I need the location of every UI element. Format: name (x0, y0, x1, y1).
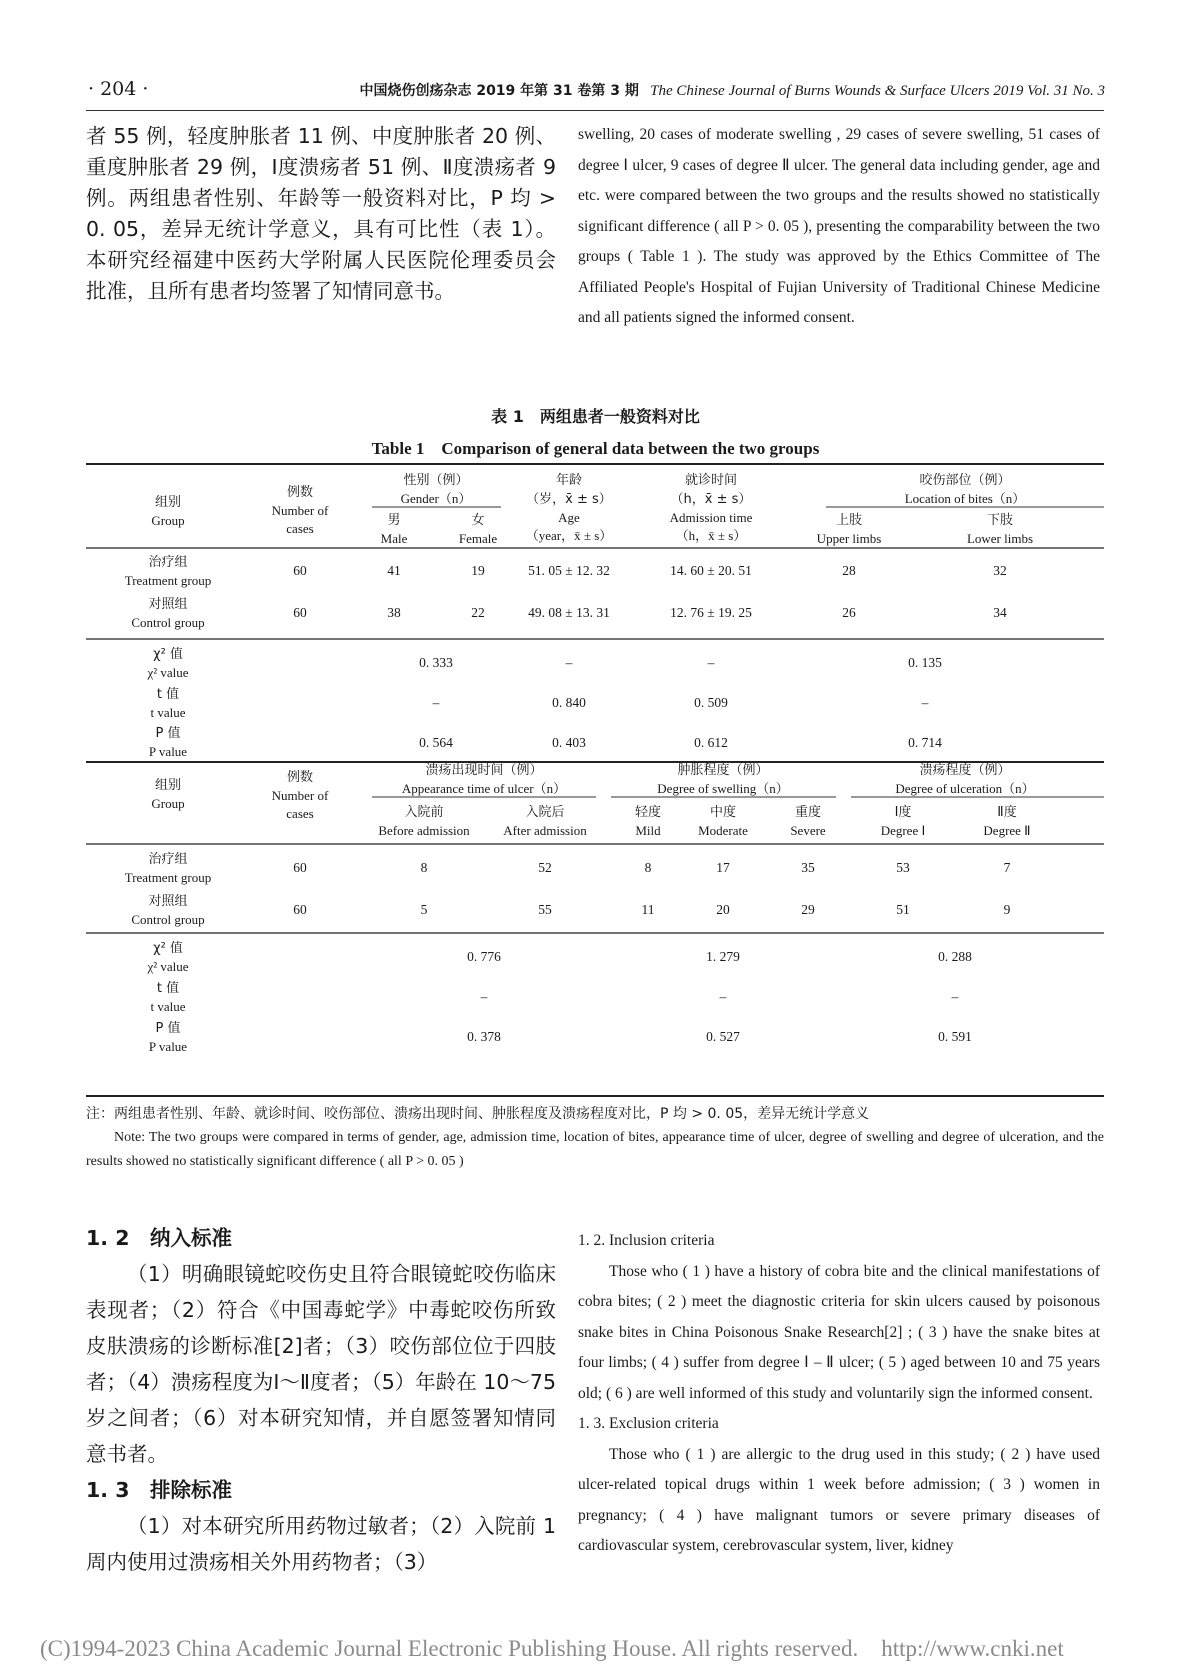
table-note-en: Note: The two groups were compared in terms of gender, age, admission time, location of bites, appearance time of ulcer, degree of swelling and degree of ulceration, and the results showed no statistically significant difference ( all P > 0. 05 ) (86, 1130, 1104, 1169)
paragraph-inclusion-en: Those who ( 1 ) have a history of cobra bite and the clinical manifestations of cobra bites; ( 2 ) meet the diagnostic criteria for skin ulcers caused by poisonous snake bites in China Poisonous Snake Research[2] ; ( 3 ) have the snake bites at four limbs; ( 4 ) suffer from degree Ⅰ – Ⅱ ulcer; ( 5 ) aged between 10 and 75 years old; ( 6 ) are well informed of this study and voluntarily sign the informed consent. (578, 1262, 1100, 1402)
cell-cases: 60 (293, 563, 307, 578)
cell-age: 51. 05 ± 12. 32 (528, 563, 610, 578)
journal-title-cn: 中国烧伤创疡杂志 2019 年第 31 卷第 3 期 (359, 83, 639, 99)
cell-male: 38 (387, 605, 401, 620)
row-label: P 值 P value (148, 726, 188, 759)
cell-female: 19 (471, 563, 485, 578)
page-number: · 204 · (88, 78, 149, 100)
stat-swelling: 0. 527 (706, 1029, 740, 1044)
row-label: χ² 值 χ² value (147, 941, 189, 974)
paragraph-cn: 者 55 例，轻度肿胀者 11 例、中度肿胀者 20 例、重度肿胀者 29 例，Ⅰ度溃疡者 51 例、Ⅱ度溃疡者 9 例。两组患者性别、年龄等一般资料对比，P 均 > 0. 05，差异无统计学意义，具有可比性（表 1）。本研究经福建中医药大学附属人民医院伦理委员会批准，且所有患者均签署了知情同意书。 (86, 124, 556, 303)
stat-gender: – (432, 695, 440, 710)
stat-ulceration: – (951, 989, 959, 1004)
stat-location: 0. 714 (908, 735, 942, 750)
cell-moderate: 17 (716, 860, 730, 875)
cell-mild: 8 (644, 860, 652, 875)
stat-admission: – (707, 655, 715, 670)
stat-age: – (565, 655, 573, 670)
header-location: 咬伤部位（例） Location of bites（n） (904, 473, 1026, 506)
table-note-cn: 注：两组患者性别、年龄、就诊时间、咬伤部位、溃疡出现时间、肿胀程度及溃疡程度对比，P 均 > 0. 05，差异无统计学意义 (86, 1106, 870, 1122)
stat-location: 0. 135 (908, 655, 942, 670)
header-gender: 性别（例） Gender（n） (400, 473, 472, 506)
stat-gender: 0. 564 (419, 735, 453, 750)
row-label: 治疗组 Treatment group (124, 555, 212, 588)
header-before-admission: 入院前 Before admission (378, 805, 470, 838)
cell-mild: 11 (641, 902, 655, 917)
running-header (359, 80, 1105, 100)
cell-severe: 29 (801, 902, 815, 917)
cell-after: 55 (538, 902, 552, 917)
stat-ulceration: 0. 591 (938, 1029, 972, 1044)
header-group: 组别 Group (151, 778, 185, 811)
row-label: 治疗组 Treatment group (124, 852, 212, 885)
criteria-cn (86, 1220, 556, 1580)
header-severe: 重度 Severe (790, 805, 826, 838)
table-caption-cn: 表 1 两组患者一般资料对比 (491, 407, 700, 426)
stat-location: – (921, 695, 929, 710)
criteria-en (578, 1226, 1100, 1562)
copyright-footer: (C)1994-2023 China Academic Journal Electronic Publishing House. All rights reserved. http://www.cnki.net (40, 1636, 1064, 1661)
header-cases: 例数 Number of cases (271, 485, 329, 536)
header-admission-time: 就诊时间 （h，x̄ ± s） Admission time （h，x̄ ± s） (669, 473, 753, 543)
stat-age: 0. 403 (552, 735, 586, 750)
cell-moderate: 20 (716, 902, 730, 917)
top-paragraph-cn (86, 121, 556, 307)
cell-age: 49. 08 ± 13. 31 (528, 605, 610, 620)
header-ulceration: 溃疡程度（例） Degree of ulceration（n） (895, 763, 1035, 796)
header-male: 男 Male (380, 513, 408, 546)
section-heading-exclusion-cn: 1. 3 排除标准 (86, 1478, 232, 1502)
cell-lower: 32 (993, 563, 1007, 578)
cell-severe: 35 (801, 860, 815, 875)
stat-admission: 0. 612 (694, 735, 728, 750)
header-age: 年龄 （岁，x̄ ± s） Age （year，x̄ ± s） (525, 473, 613, 543)
cell-before: 5 (420, 902, 428, 917)
table-caption-en: Table 1 Comparison of general data between the two groups (371, 439, 820, 458)
journal-title-en: The Chinese Journal of Burns Wounds & Surface Ulcers 2019 Vol. 31 No. 3 (650, 83, 1105, 99)
paragraph-inclusion-cn: （1）明确眼镜蛇咬伤史且符合眼镜蛇咬伤临床表现者；（2）符合《中国毒蛇学》中毒蛇咬伤所致皮肤溃疡的诊断标准[2]者；（3）咬伤部位位于四肢者；（4）溃疡程度为Ⅰ～Ⅱ度者；（5）年龄在 10～75 岁之间者；（6）对本研究知情，并自愿签署知情同意书者。 (86, 1262, 556, 1466)
paragraph-exclusion-en: Those who ( 1 ) are allergic to the drug used in this study; ( 2 ) have used ulcer-related topical drugs within 1 week before admission; ( 3 ) women in pregnancy; ( 4 ) have malignant tumors or severe primary diseases of cardiovascular system, cerebrovascular system, liver, kidney (578, 1445, 1100, 1554)
cell-after: 52 (538, 860, 552, 875)
cell-female: 22 (471, 605, 485, 620)
row-label: P 值 P value (148, 1021, 188, 1054)
cell-admission: 14. 60 ± 20. 51 (670, 563, 752, 578)
cell-admission: 12. 76 ± 19. 25 (670, 605, 752, 620)
cell-degree-2: 9 (1003, 902, 1011, 917)
data-table (86, 463, 1104, 1097)
row-label: χ² 值 χ² value (147, 647, 189, 680)
cell-upper: 28 (842, 563, 856, 578)
stat-ulceration: 0. 288 (938, 949, 972, 964)
header-mild: 轻度 Mild (634, 805, 662, 838)
header-group: 组别 Group (151, 495, 185, 528)
stat-admission: 0. 509 (694, 695, 728, 710)
cell-lower: 34 (993, 605, 1007, 620)
cell-degree-1: 53 (896, 860, 910, 875)
row-label: t 值 t value (150, 687, 186, 720)
cell-cases: 60 (293, 860, 307, 875)
header-upper-limbs: 上肢 Upper limbs (816, 513, 882, 546)
stat-ulcer-time: 0. 776 (467, 949, 501, 964)
cell-degree-2: 7 (1003, 860, 1011, 875)
cell-before: 8 (420, 860, 428, 875)
row-label: 对照组 Control group (131, 597, 205, 630)
cell-upper: 26 (842, 605, 856, 620)
top-paragraph-en (578, 120, 1100, 334)
section-heading-inclusion-en: 1. 2. Inclusion criteria (578, 1232, 715, 1249)
header-swelling: 肿胀程度（例） Degree of swelling（n） (657, 763, 789, 796)
header-cases: 例数 Number of cases (271, 770, 329, 821)
header-rule (86, 110, 1104, 111)
paragraph-exclusion-cn: （1）对本研究所用药物过敏者；（2）入院前 1 周内使用过溃疡相关外用药物者；（3） (86, 1514, 556, 1574)
header-degree-1: Ⅰ度 Degree Ⅰ (880, 805, 926, 838)
header-degree-2: Ⅱ度 Degree Ⅱ (983, 805, 1031, 838)
row-label: 对照组 Control group (131, 894, 205, 927)
header-female: 女 Female (458, 513, 498, 546)
cell-cases: 60 (293, 902, 307, 917)
row-label: t 值 t value (150, 981, 186, 1014)
header-ulcer-time: 溃疡出现时间（例） Appearance time of ulcer（n） (401, 763, 567, 796)
header-lower-limbs: 下肢 Lower limbs (966, 513, 1034, 546)
stat-gender: 0. 333 (419, 655, 453, 670)
stat-swelling: 1. 279 (706, 949, 740, 964)
cell-degree-1: 51 (896, 902, 910, 917)
stat-ulcer-time: 0. 378 (467, 1029, 501, 1044)
paragraph-en: swelling, 20 cases of moderate swelling , 29 cases of severe swelling, 51 cases of degree Ⅰ ulcer, 9 cases of degree Ⅱ ulcer. The general data including gender, age and etc. were compared between the two groups and the results showed no statistically significant difference ( all P > 0. 05 ), presenting the comparability between the two groups ( Table 1 ). The study was approved by the Ethics Committee of The Affiliated People's Hospital of Fujian University of Traditional Chinese Medicine and all patients signed the informed consent. (578, 126, 1100, 326)
header-moderate: 中度 Moderate (698, 805, 748, 838)
section-heading-exclusion-en: 1. 3. Exclusion criteria (578, 1415, 719, 1432)
cell-cases: 60 (293, 605, 307, 620)
stat-age: 0. 840 (552, 695, 586, 710)
stat-ulcer-time: – (480, 989, 488, 1004)
header-after-admission: 入院后 After admission (503, 805, 587, 838)
stat-swelling: – (719, 989, 727, 1004)
cell-male: 41 (387, 563, 401, 578)
section-heading-inclusion-cn: 1. 2 纳入标准 (86, 1226, 232, 1250)
